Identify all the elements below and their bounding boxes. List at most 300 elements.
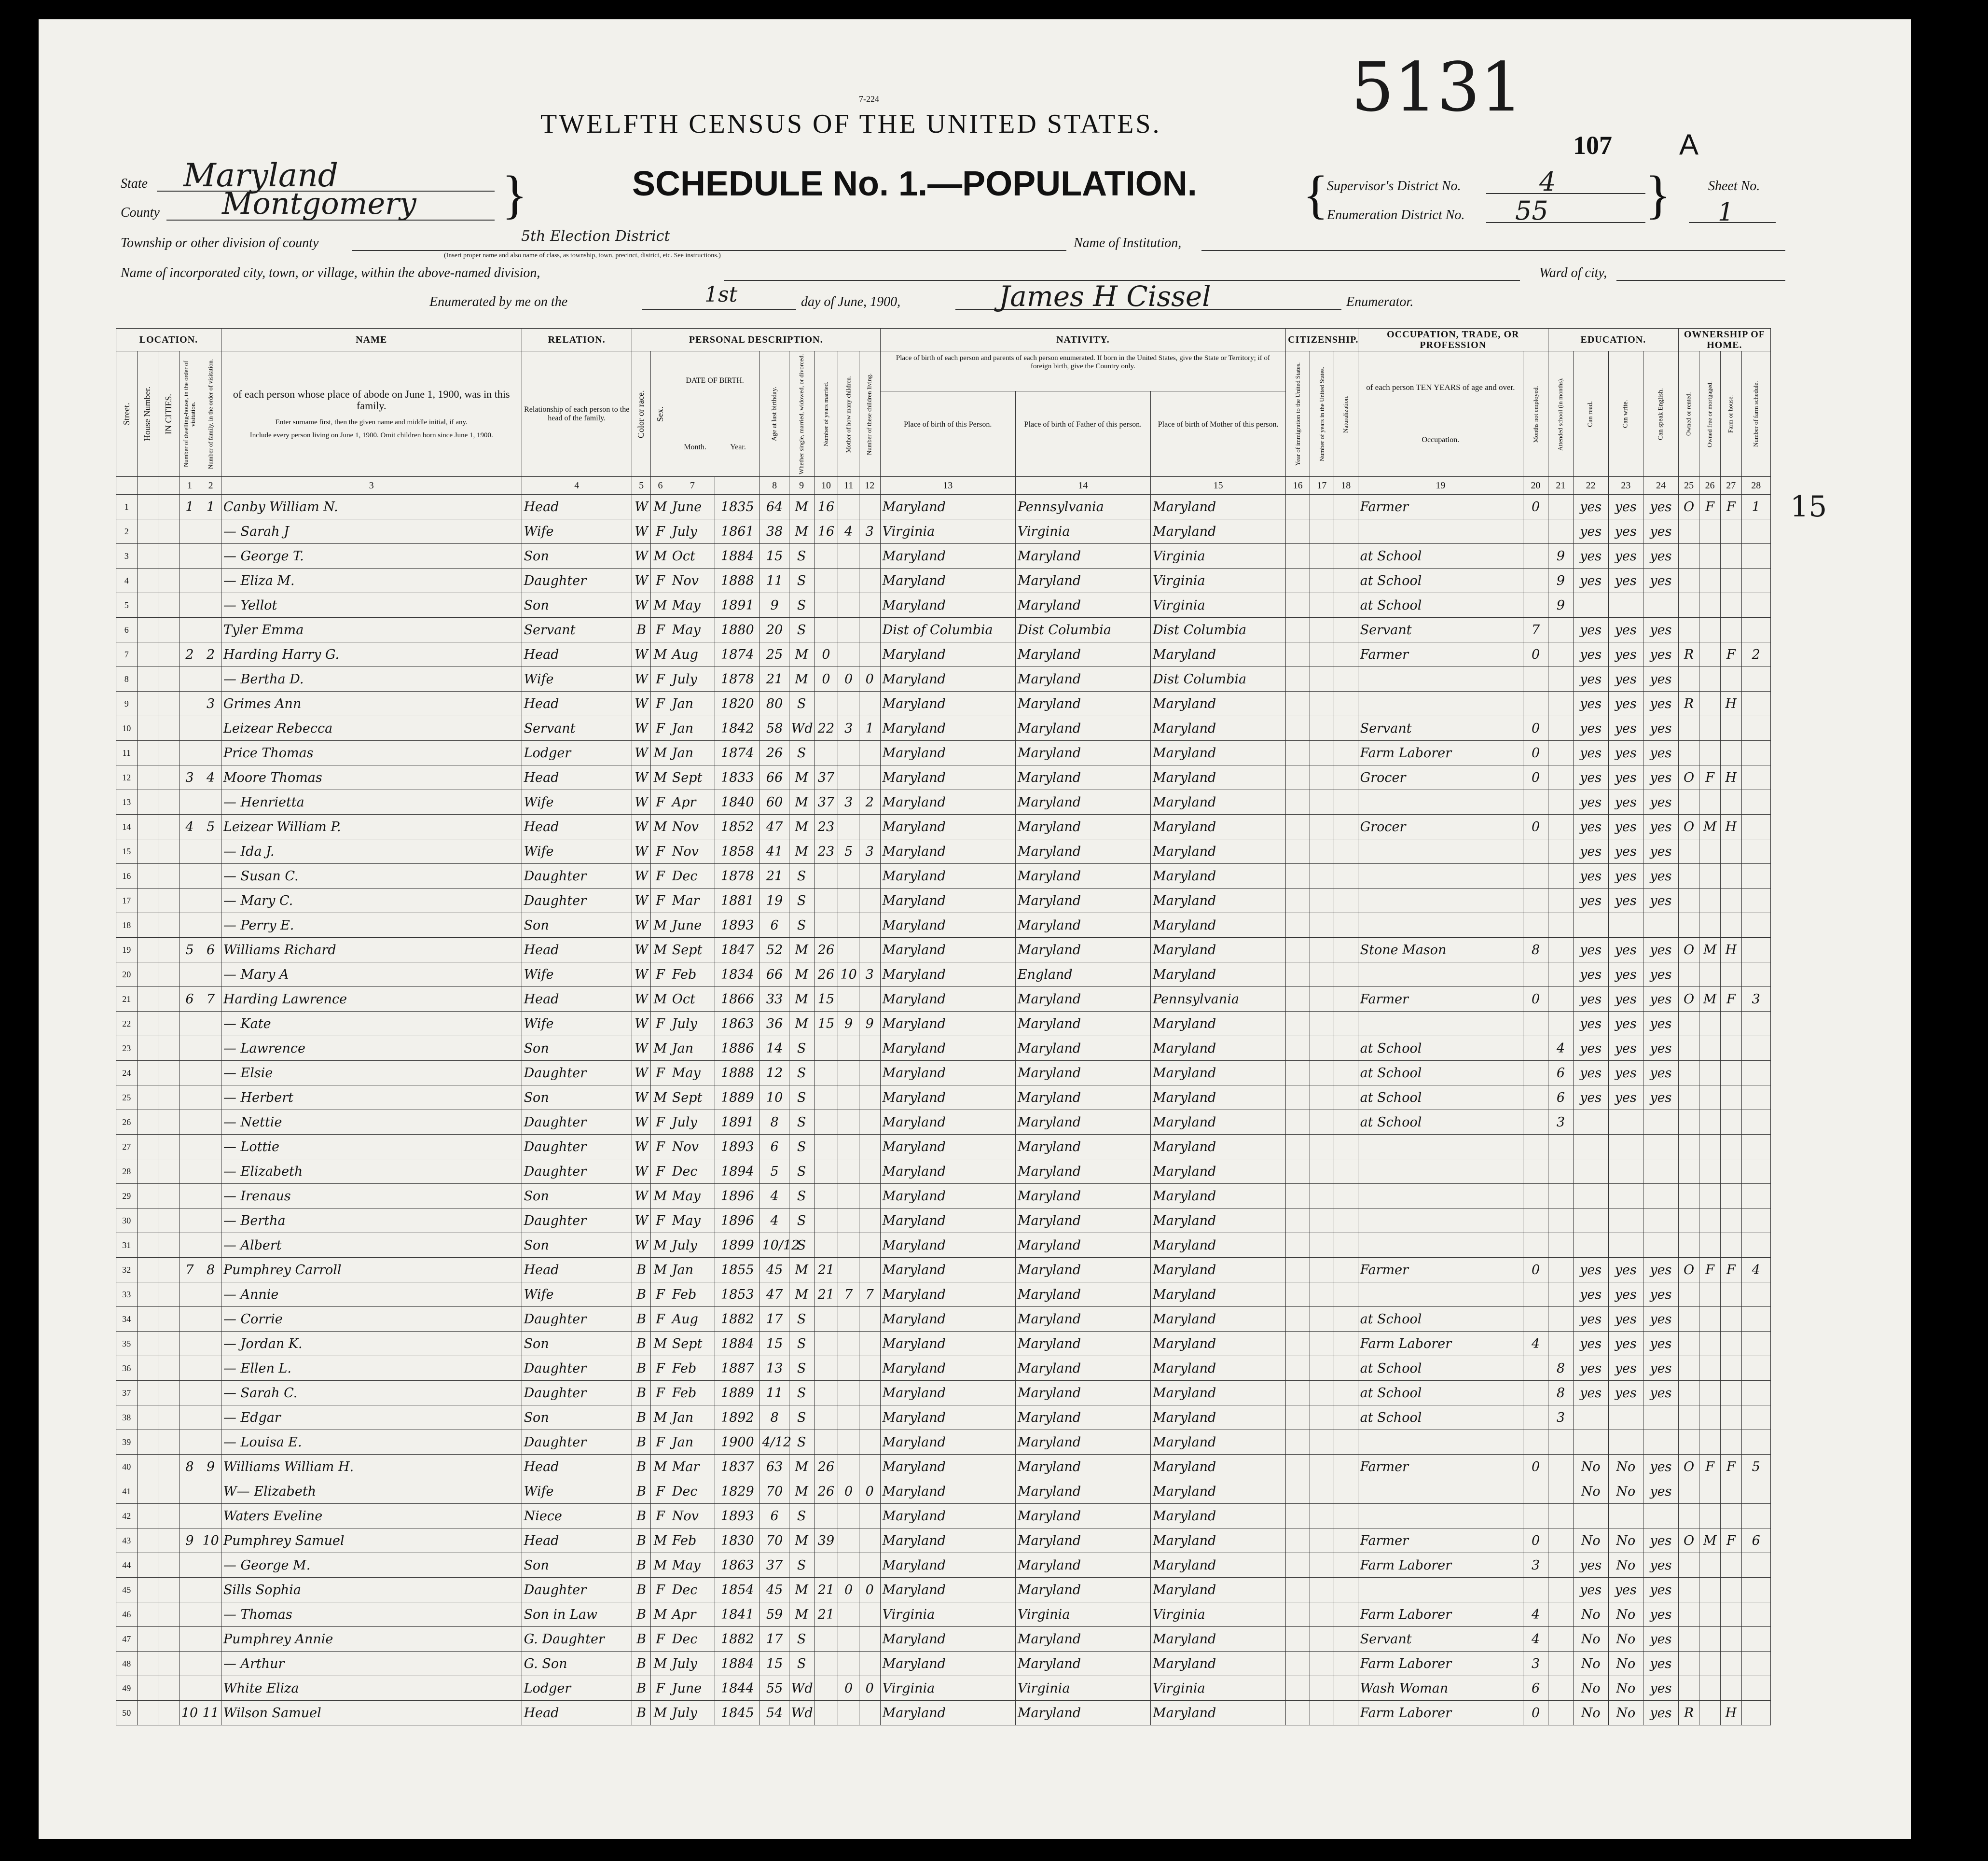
birthplace-father: Maryland [1015,667,1150,692]
color-race: W [632,1135,650,1159]
relation: Son [522,1036,632,1061]
birth-month: Dec [670,1578,715,1602]
house-number-cell [158,1405,179,1430]
children-living [859,642,880,667]
marital-status: S [789,1208,814,1233]
mother-of [838,1258,859,1282]
farm-house [1720,1627,1741,1652]
marital-status: S [789,1332,814,1356]
naturalization [1334,1479,1358,1504]
naturalization [1334,1701,1358,1725]
attended-school [1548,987,1573,1012]
birth-year: 1896 [715,1208,760,1233]
birth-month: July [670,1652,715,1676]
years-married [814,1233,838,1258]
children-living [859,544,880,569]
years-married [814,1135,838,1159]
years-married [814,692,838,716]
birth-year: 1858 [715,839,760,864]
street-cell [137,1332,158,1356]
birthplace-person: Maryland [880,1455,1015,1479]
owned-rented [1678,962,1699,987]
farm-schedule [1741,765,1770,790]
birth-year: 1888 [715,569,760,593]
color-race: B [632,1405,650,1430]
occupation [1358,667,1523,692]
birthplace-mother: Maryland [1151,1627,1286,1652]
head-name [221,351,522,477]
immigration-year [1286,815,1310,839]
birth-month: July [670,1701,715,1725]
line-number: 20 [116,962,138,987]
mother-of [838,889,859,913]
ward-label: Ward of city, [1539,265,1607,280]
birth-year: 1874 [715,741,760,765]
can-speak: yes [1643,1553,1679,1578]
age: 21 [760,667,789,692]
dwelling-number [179,790,200,815]
age: 4/12 [760,1430,789,1455]
mother-of: 3 [838,790,859,815]
enumeration-label: Enumeration District No. [1327,208,1465,222]
head-owned-rented: Owned or rented. [1678,351,1699,477]
dwelling-number [179,962,200,987]
birthplace-father: Maryland [1015,889,1150,913]
farm-house: H [1720,765,1741,790]
column-number: 8 [760,477,789,495]
owned-rented: R [1678,642,1699,667]
children-living [859,1381,880,1405]
years-in-us [1310,1553,1334,1578]
line-number: 38 [116,1405,138,1430]
marital-status: M [789,495,814,519]
marital-status: M [789,839,814,864]
color-race: W [632,765,650,790]
can-speak: yes [1643,618,1679,642]
house-number-cell [158,1627,179,1652]
years-married [814,1504,838,1528]
owned-rented [1678,1184,1699,1208]
house-number-cell [158,913,179,938]
immigration-year [1286,889,1310,913]
farm-schedule [1741,790,1770,815]
dwelling-number [179,618,200,642]
marital-status: M [789,519,814,544]
immigration-year [1286,1701,1310,1725]
naturalization [1334,495,1358,519]
mortgaged [1699,790,1721,815]
birth-month: Jan [670,1036,715,1061]
can-write: yes [1608,1061,1643,1085]
relation: Wife [522,790,632,815]
occupation [1358,1430,1523,1455]
children-living [859,913,880,938]
head-marital: Whether single, married, widowed, or divorced. [789,351,814,477]
age: 59 [760,1602,789,1627]
immigration-year [1286,1356,1310,1381]
mortgaged [1699,1036,1721,1061]
birth-month: Jan [670,716,715,741]
dwelling-number [179,1110,200,1135]
relation: Daughter [522,1430,632,1455]
children-living [859,1307,880,1332]
family-number [200,1233,221,1258]
can-speak: yes [1643,987,1679,1012]
can-write: yes [1608,642,1643,667]
can-read: yes [1573,1012,1608,1036]
marital-status: S [789,1381,814,1405]
can-write [1608,593,1643,618]
immigration-year [1286,1012,1310,1036]
months-unemployed: 0 [1523,987,1548,1012]
street-cell [137,618,158,642]
house-number-cell [158,618,179,642]
age: 14 [760,1036,789,1061]
owned-rented: R [1678,1701,1699,1725]
birthplace-person: Maryland [880,1332,1015,1356]
years-married: 15 [814,1012,838,1036]
color-race: W [632,716,650,741]
street-cell [137,864,158,889]
head-children-living: Number of these children living. [859,351,880,477]
mother-of [838,1332,859,1356]
months-unemployed [1523,1282,1548,1307]
years-married: 0 [814,667,838,692]
head-naturalization: Naturalization. [1334,351,1358,477]
dwelling-number: 10 [179,1701,200,1725]
head-family: Number of family, in the order of visitation. [200,351,221,477]
attended-school [1548,790,1573,815]
can-speak: yes [1643,1701,1679,1725]
can-speak [1643,1208,1679,1233]
mother-of [838,1528,859,1553]
occupation: Farm Laborer [1358,1701,1523,1725]
census-sheet: 7-224 5131 TWELFTH CENSUS OF THE UNITED STATES. 107 A SCHEDULE No. 1.—POPULATION. State Maryland County Montgomery } { Supervisor's District No. 4 Enumeration District No. 55 } Sheet No. 1 Township or other division of county 5th Election District (Insert proper name and also name of class, as township, town, precinct, district, etc. See instructions.) Name of Institution, Name of incorporated city, town, or village, within the above-named division, Ward of city, Enumerated by me on the 1st day of June, 1900, James H Cissel Enumerator. 15 LOCATION. NAME RELATION. PERSONAL DESCRIPTION. NATIVITY. CITIZENSHIP. OCCUPATION, TRADE, OR PROFESSION EDUCATION. OWNERSHIP OF HOME. Street. House Number. IN CITIES. Number of dwelling-house, in the order of visitation. Number of family, in the order of visitation. of each person whose place of abode on June 1, 1900, was in this family. Enter surname first, then the given name and middle initial, if any. Include every person living on June 1, 1900. Omit children born since June 1, 1900. Relationship of each person to the head of the family. Color or race. Sex. DATE OF BIRTH. Month. Year. Age at last birthday. Whether single, married, widowed, or divorced. Number of years married. Mother of how many children. Number of these children living. Place of birth of each person and parents of each person enumerated. If born in the United States, give the State or Territory; if of foreign birth, give the Country only. Place of birth of this Person. Place of birth of Father of this person. Place of birth of Mother of this person. Year of immigration to the United States. Number of years in the United States. Naturalization. of each person TEN YEARS of age and over. Occupation. Months not employed. Attended school (in months). Can read. Can write. Can speak English. Owned or rented. Owned free or mortgaged. Farm or house. Number of farm schedule. 1 2 3 4 5 6 7 8 9 10 11 12 13 14 15 16 17 18 19 20 21 22 23 24 25 26 27 28 1 1 1 Canby William N. Head W M June 1835 64 M 16 Maryland Pennsylvania Maryland Farmer 0 yes yes yes O F F 1 2 — Sarah J Wife W F July 1861 38 M 16 4 3 Virginia Virginia Maryland yes yes yes 3 — George T. Son W M Oct 1884 15 S Maryland Maryland Virginia at School 9 yes yes yes 4 — Eliza M. Daughter W F Nov 1888 11 S Maryland Maryland Virginia at School 9 yes yes yes 5 — Yellot Son W M May 1891 9 S Maryland Maryland Virginia at School 9 6 Tyler Emma Servant B F May 1880 20 S Dist of Columbia Dist Columbia Dist Columbia Servant 7 yes yes yes 7 2 2 Harding Harry G. Head W M Aug 1874 25 M 0 Maryland Maryland Maryland Farmer 0 yes yes yes R F 2 8 — Bertha D. Wife W F July 1878 21 M 0 0 0 Maryland Maryland Dist Columbia yes yes yes 9 3 Grimes Ann Head W F Jan 1820 80 S Maryland Maryland Maryland yes yes yes R H 10 Leizear Rebecca Servant W F Jan 1842 58 Wd 22 3 1 Maryland Maryland Maryland Servant 0 yes yes yes 11 Price Thomas Lodger W M Jan 1874 26 S Maryland Maryland Maryland Farm Laborer 0 yes yes yes 12 3 4 Moore Thomas Head W M Sept 1833 66 M 37 Maryland Maryland Maryland Grocer 0 yes yes yes O F H 13 — Henrietta Wife W F Apr 1840 60 M 37 3 2 Maryland Maryland Maryland yes yes yes 14 4 5 Leizear William P. Head W M Nov 1852 47 M 23 Maryland Maryland Maryland Grocer 0 yes yes yes O M H 15 — Ida J. Wife W F Nov 1858 41 M 23 5 3 Maryland Maryland Maryland yes yes yes 16 — Susan C. Daughter W F Dec 1878 21 S Maryland Maryland Maryland yes yes yes 17 — Mary C. Daughter W F Mar 1881 19 S Maryland Maryland Maryland yes yes yes 18 — Perry E. Son W M June 1893 6 S Maryland Maryland Maryland 19 5 6 Williams Richard Head W M Sept 1847 52 M 26 Maryland Maryland Maryland Stone Mason 8 yes yes yes O M H 20 — Mary A Wife W F Feb 1834 66 M 26 10 3 Maryland England Maryland yes yes yes 21 6 7 Harding Lawrence Head W M Oct 1866 33 M 15 Maryland Maryland Pennsylvania Farmer 0 yes yes yes O M F 3 22 — Kate Wife W F July 1863 36 M 15 9 9 Maryland Maryland Maryland yes yes yes 23 — Lawrence Son W M Jan 1886 14 S Maryland Maryland Maryland at School 4 yes yes yes 24 — Elsie Daughter W F May 1888 12 S Maryland Maryland Maryland at School 6 yes yes yes 25 — Herbert Son W M Sept 1889 10 S Maryland Maryland Maryland at School 6 yes yes yes 26 — Nettie Daughter W F July 1891 8 S Maryland Maryland Maryland at School 3 27 — Lottie Daughter W F Nov 1893 6 S Maryland Maryland Maryland 28 — Elizabeth Daughter W F Dec 1894 5 S Maryland Maryland Maryland 29 — Irenaus Son W M May 1896 4 S Maryland Maryland Maryland 30 — Bertha Daughter W F May 1896 4 S Maryland Maryland Maryland 31 — Albert Son W M July 1899 10/12 S Maryland Maryland Maryland 32 7 8 Pumphrey Carroll Head B M Jan 1855 45 M 21 Maryland Maryland Maryland Farmer 0 yes yes yes O F F 4 33 — Annie Wife B F Feb 1853 47 M 21 7 7 Maryland Maryland Maryland yes yes yes 34 — Corrie Daughter B F Aug 1882 17 S Maryland Maryland Maryland at School yes yes yes 35 — Jordan K. Son B M Sept 1884 15 S Maryland Maryland Maryland Farm Laborer 4 yes yes yes 36 — Ellen L. Daughter B F Feb 1887 13 S Maryland Maryland Maryland at School 8 yes yes yes 37 — Sarah C. Daughter B F Feb 1889 11 S Maryland Maryland Maryland at School 8 yes yes yes 38 — Edgar Son B M Jan 1892 8 S Maryland Maryland Maryland at School 3 39 — Louisa E. Daughter B F Jan 1900 4/12 S Maryland Maryland Maryland 40 8 9 Williams William H. Head B M Mar 1837 63 M 26 Maryland Maryland Maryland Farmer 0 No No yes O F F 5 41 W— Elizabeth Wife B F Dec 1829 70 M 26 0 0 Maryland Maryland Maryland No No yes 42 Waters Eveline Niece B F Nov 1893 6 S Maryland Maryland Maryland 43 9 10 Pumphrey Samuel Head B M Feb 1830 70 M 39 Maryland Maryland Maryland Farmer 0 No No yes O M F 6 44 — George M. Son B M May 1863 37 S Maryland Maryland Maryland Farm Laborer 3 yes No yes 45 Sills Sophia Daughter B F Dec 1854 45 M 21 0 0 Maryland Maryland Maryland yes yes yes 46 — Thomas Son in Law B M Apr 1841 59 M 21 Virginia Virginia Virginia Farm Laborer 4 No No yes 47 Pumphrey Annie G. Daughter B F Dec 1882 17 S Maryland Maryland Maryland Servant 4 No No yes 48 — Arthur G. Son B M July 1884 15 S Maryland Maryland Maryland Farm Laborer 3 No No yes 49 White Eliza Lodger B F June 1844 55 Wd 0 0 Virginia Virginia Virginia Wash Woman 6 No No yes 50 10 11 Wilson Samuel Head B M July 1845 54 Wd Maryland Maryland Maryland Farm Laborer 0 No No yes R H [39,19,1911,1839]
years-in-us [1310,938,1334,962]
sex: F [651,1676,670,1701]
owned-rented [1678,839,1699,864]
children-living [859,1528,880,1553]
years-in-us [1310,1455,1334,1479]
city-label: Name of incorporated city, town, or village, within the above-named division, [121,265,540,280]
marital-status: M [789,1455,814,1479]
person-name: — Arthur [221,1652,522,1676]
family-number [200,1110,221,1135]
color-race: W [632,1085,650,1110]
naturalization [1334,1233,1358,1258]
birth-month: Dec [670,864,715,889]
sex: F [651,1356,670,1381]
house-number-cell [158,1528,179,1553]
attended-school [1548,642,1573,667]
can-read: yes [1573,839,1608,864]
marital-status: S [789,1405,814,1430]
dwelling-number [179,1036,200,1061]
owned-rented [1678,913,1699,938]
color-race: W [632,593,650,618]
attended-school [1548,765,1573,790]
months-unemployed: 7 [1523,618,1548,642]
birth-year: 1893 [715,1135,760,1159]
farm-schedule [1741,1676,1770,1701]
attended-school: 3 [1548,1110,1573,1135]
house-number-cell [158,1085,179,1110]
head-name-desc: of each person whose place of abode on June 1, 1900, was in this family. [233,388,510,412]
can-write [1608,1233,1643,1258]
mother-of: 4 [838,519,859,544]
birth-month: June [670,1676,715,1701]
months-unemployed [1523,1356,1548,1381]
birthplace-person: Virginia [880,1602,1015,1627]
color-race: B [632,1553,650,1578]
sex: F [651,519,670,544]
farm-schedule: 5 [1741,1455,1770,1479]
birth-year: 1886 [715,1036,760,1061]
occupation: at School [1358,1405,1523,1430]
person-name: — Yellot [221,593,522,618]
person-name: — Nettie [221,1110,522,1135]
township-note: (Insert proper name and also name of class, as township, town, precinct, district, etc. See instructions.) [444,252,721,259]
can-speak: yes [1643,1282,1679,1307]
color-race: W [632,889,650,913]
farm-schedule [1741,1430,1770,1455]
person-name: Moore Thomas [221,765,522,790]
family-number: 7 [200,987,221,1012]
mortgaged [1699,667,1721,692]
immigration-year [1286,1332,1310,1356]
color-race: B [632,618,650,642]
can-read: yes [1573,1085,1608,1110]
birth-month: Aug [670,642,715,667]
birthplace-father: Maryland [1015,790,1150,815]
years-married: 21 [814,1578,838,1602]
attended-school [1548,1652,1573,1676]
occupation: at School [1358,1036,1523,1061]
years-married [814,741,838,765]
table-row [116,1455,1771,1479]
can-write: yes [1608,618,1643,642]
color-race: B [632,1504,650,1528]
attended-school [1548,519,1573,544]
mortgaged [1699,1602,1721,1627]
months-unemployed [1523,1208,1548,1233]
can-write: yes [1608,765,1643,790]
table-row [116,1184,1771,1208]
marital-status: M [789,1258,814,1282]
color-race: W [632,839,650,864]
occupation [1358,913,1523,938]
naturalization [1334,938,1358,962]
birth-month: May [670,1061,715,1085]
naturalization [1334,716,1358,741]
can-speak: yes [1643,1627,1679,1652]
birthplace-person: Maryland [880,1110,1015,1135]
street-cell [137,1578,158,1602]
farm-house [1720,1184,1741,1208]
head-can-read: Can read. [1573,351,1608,477]
can-speak: yes [1643,1381,1679,1405]
line-number: 44 [116,1553,138,1578]
marital-status: M [789,790,814,815]
mortgaged: F [1699,1455,1721,1479]
marital-status: S [789,889,814,913]
occupation [1358,1184,1523,1208]
children-living [859,938,880,962]
months-unemployed [1523,1085,1548,1110]
children-living: 0 [859,667,880,692]
naturalization [1334,889,1358,913]
mortgaged: F [1699,765,1721,790]
birth-year: 1878 [715,667,760,692]
years-in-us [1310,1061,1334,1085]
table-row [116,1332,1771,1356]
person-name: Williams William H. [221,1455,522,1479]
attended-school [1548,1701,1573,1725]
street-cell [137,1528,158,1553]
dwelling-number [179,1012,200,1036]
sex: F [651,1208,670,1233]
sex: F [651,790,670,815]
street-cell [137,1455,158,1479]
line-number: 46 [116,1602,138,1627]
attended-school [1548,864,1573,889]
age: 11 [760,1381,789,1405]
table-row [116,1085,1771,1110]
table-row [116,765,1771,790]
mortgaged [1699,1159,1721,1184]
years-in-us [1310,1381,1334,1405]
farm-house [1720,790,1741,815]
head-mortgaged: Owned free or mortgaged. [1699,351,1721,477]
mother-of [838,1135,859,1159]
enumerator-name: James H Cissel [999,280,1211,313]
family-number [200,889,221,913]
column-number: 11 [838,477,859,495]
birthplace-person: Maryland [880,1258,1015,1282]
street-cell [137,1405,158,1430]
table-row [116,1430,1771,1455]
birth-year: 1874 [715,642,760,667]
birth-year: 1834 [715,962,760,987]
owned-rented: O [1678,495,1699,519]
mortgaged: F [1699,1258,1721,1282]
owned-rented [1678,569,1699,593]
naturalization [1334,1578,1358,1602]
can-read [1573,1405,1608,1430]
relation: Daughter [522,1307,632,1332]
birth-year: 1866 [715,987,760,1012]
attended-school [1548,692,1573,716]
person-name: — Perry E. [221,913,522,938]
birthplace-father: Maryland [1015,1110,1150,1135]
street-cell [137,716,158,741]
sex: M [651,913,670,938]
birthplace-person: Maryland [880,987,1015,1012]
street-cell [137,1012,158,1036]
head-can-speak: Can speak English. [1643,351,1679,477]
family-number: 10 [200,1528,221,1553]
sex: F [651,839,670,864]
dwelling-number [179,519,200,544]
age: 12 [760,1061,789,1085]
can-speak: yes [1643,692,1679,716]
can-read: No [1573,1602,1608,1627]
can-write: yes [1608,962,1643,987]
immigration-year [1286,1036,1310,1061]
can-speak: yes [1643,864,1679,889]
years-married [814,1405,838,1430]
house-number-cell [158,790,179,815]
children-living [859,1159,880,1184]
schedule-title: SCHEDULE No. 1.—POPULATION. [632,165,1197,203]
marital-status: M [789,765,814,790]
birthplace-person: Maryland [880,1307,1015,1332]
birthplace-mother: Dist Columbia [1151,618,1286,642]
occupation: Grocer [1358,815,1523,839]
farm-house: H [1720,692,1741,716]
birth-month: Jan [670,1405,715,1430]
occupation: Farmer [1358,1528,1523,1553]
can-write: yes [1608,1307,1643,1332]
relation: Head [522,642,632,667]
occupation [1358,1135,1523,1159]
farm-schedule [1741,1036,1770,1061]
head-age: Age at last birthday. [760,351,789,477]
can-write: yes [1608,815,1643,839]
age: 63 [760,1455,789,1479]
naturalization [1334,1135,1358,1159]
color-race: W [632,495,650,519]
birthplace-person: Maryland [880,1085,1015,1110]
birthplace-person: Maryland [880,839,1015,864]
line-number: 12 [116,765,138,790]
years-in-us [1310,1258,1334,1282]
table-row [116,1405,1771,1430]
years-married [814,1110,838,1135]
years-married [814,593,838,618]
column-number: 10 [814,477,838,495]
can-speak: yes [1643,1528,1679,1553]
children-living [859,1184,880,1208]
farm-schedule [1741,1307,1770,1332]
birth-month: Jan [670,1430,715,1455]
family-number [200,790,221,815]
street-cell [137,1356,158,1381]
years-in-us [1310,618,1334,642]
farm-house [1720,1061,1741,1085]
can-write: yes [1608,716,1643,741]
can-write: yes [1608,692,1643,716]
relation: Daughter [522,1381,632,1405]
marital-status: M [789,962,814,987]
occupation: at School [1358,1085,1523,1110]
children-living [859,815,880,839]
sex: M [651,938,670,962]
house-number-cell [158,1135,179,1159]
mortgaged [1699,1479,1721,1504]
years-married [814,1652,838,1676]
person-name: — Ellen L. [221,1356,522,1381]
birthplace-mother: Virginia [1151,1676,1286,1701]
mother-of [838,1307,859,1332]
age: 10/12 [760,1233,789,1258]
family-number [200,1159,221,1184]
mortgaged [1699,913,1721,938]
head-immigration: Year of immigration to the United States. [1286,351,1310,477]
marital-status: S [789,1553,814,1578]
birth-year: 1854 [715,1578,760,1602]
birth-year: 1853 [715,1282,760,1307]
